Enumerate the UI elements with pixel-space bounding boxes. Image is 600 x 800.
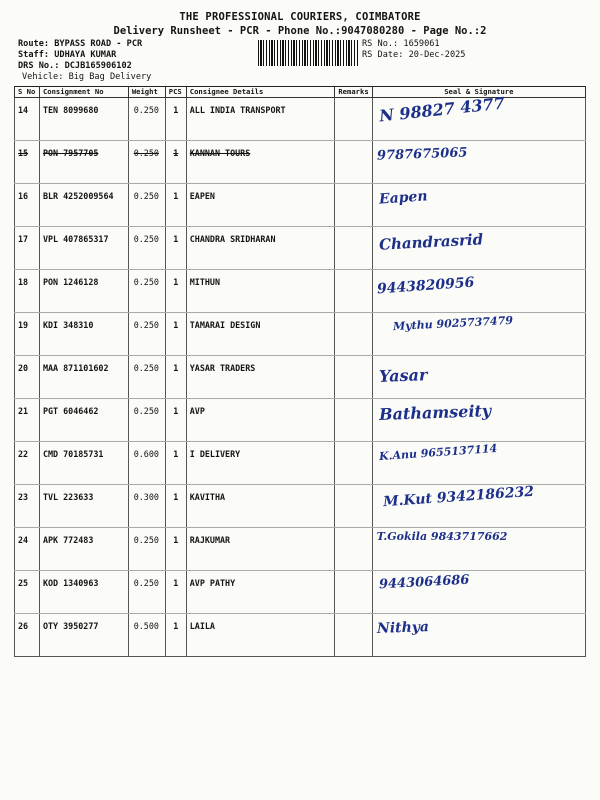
handwritten-signature: Nithya bbox=[376, 619, 429, 637]
row-signature bbox=[372, 614, 585, 657]
row-consignment-no: KOD 1340963 bbox=[39, 571, 128, 614]
table-row bbox=[15, 614, 586, 657]
table-row bbox=[15, 399, 586, 442]
row-sno: 16 bbox=[15, 184, 40, 227]
row-weight: 0.250 bbox=[128, 313, 165, 356]
col-sno: S No bbox=[15, 86, 40, 98]
row-consignee: KANNAN TOURS bbox=[186, 141, 335, 184]
handwritten-signature: 9443064686 bbox=[378, 572, 470, 593]
table-row bbox=[15, 571, 586, 614]
row-pcs: 1 bbox=[165, 614, 186, 657]
row-sno: 19 bbox=[15, 313, 40, 356]
row-signature bbox=[372, 442, 585, 485]
row-consignee: TAMARAI DESIGN bbox=[186, 313, 335, 356]
row-consignee: ALL INDIA TRANSPORT bbox=[186, 98, 335, 141]
row-signature bbox=[372, 356, 585, 399]
handwritten-signature: Eapen bbox=[378, 188, 428, 208]
row-weight: 0.500 bbox=[128, 614, 165, 657]
row-weight: 0.250 bbox=[128, 270, 165, 313]
runsheet-table bbox=[14, 86, 586, 657]
row-sno: 23 bbox=[15, 485, 40, 528]
row-consignee: YASAR TRADERS bbox=[186, 356, 335, 399]
row-sno: 18 bbox=[15, 270, 40, 313]
row-remarks bbox=[335, 141, 372, 184]
row-signature bbox=[372, 399, 585, 442]
runsheet-title: THE PROFESSIONAL COURIERS, COIMBATORE bbox=[179, 11, 421, 23]
row-sno: 14 bbox=[15, 98, 40, 141]
barcode-image bbox=[258, 40, 358, 66]
col-weight: Weight bbox=[128, 86, 165, 98]
row-consignment-no: BLR 4252009564 bbox=[39, 184, 128, 227]
row-consignee: RAJKUMAR bbox=[186, 528, 335, 571]
route-label: Route: BYPASS ROAD - PCR bbox=[18, 39, 143, 49]
row-pcs: 1 bbox=[165, 141, 186, 184]
row-consignee: I DELIVERY bbox=[186, 442, 335, 485]
row-pcs: 1 bbox=[165, 270, 186, 313]
row-consignment-no: TVL 223633 bbox=[39, 485, 128, 528]
table-row bbox=[15, 442, 586, 485]
row-weight: 0.250 bbox=[128, 98, 165, 141]
row-consignment-no: PON 7957705 bbox=[39, 141, 128, 184]
row-signature bbox=[372, 141, 585, 184]
row-pcs: 1 bbox=[165, 528, 186, 571]
runsheet-subtitle: Delivery Runsheet - PCR - Phone No.:9047080280 - Page No.:2 bbox=[113, 25, 487, 37]
row-weight: 0.250 bbox=[128, 571, 165, 614]
row-weight: 0.300 bbox=[128, 485, 165, 528]
table-row bbox=[15, 98, 586, 141]
row-remarks bbox=[335, 485, 372, 528]
row-sno: 15 bbox=[15, 141, 40, 184]
row-remarks bbox=[335, 528, 372, 571]
handwritten-signature: Chandrasrid bbox=[378, 230, 484, 254]
row-remarks bbox=[335, 98, 372, 141]
handwritten-signature: N 98827 4377 bbox=[378, 93, 506, 126]
row-weight: 0.250 bbox=[128, 356, 165, 399]
row-pcs: 1 bbox=[165, 227, 186, 270]
staff-label: Staff: UDHAYA KUMAR bbox=[18, 50, 117, 60]
row-weight: 0.250 bbox=[128, 227, 165, 270]
row-consignment-no: PON 1246128 bbox=[39, 270, 128, 313]
rs-no-label: RS No.: 1659061 bbox=[362, 39, 440, 49]
handwritten-signature: K.Anu 9655137114 bbox=[378, 441, 498, 464]
row-sno: 21 bbox=[15, 399, 40, 442]
row-consignee: EAPEN bbox=[186, 184, 335, 227]
table-row bbox=[15, 270, 586, 313]
row-signature bbox=[372, 184, 585, 227]
row-pcs: 1 bbox=[165, 313, 186, 356]
row-pcs: 1 bbox=[165, 442, 186, 485]
row-sno: 25 bbox=[15, 571, 40, 614]
handwritten-signature: T.Gokila 9843717662 bbox=[376, 530, 508, 543]
col-consignment: Consignment No bbox=[39, 86, 128, 98]
handwritten-signature: Bathamseity bbox=[378, 401, 492, 424]
drs-label: DRS No.: DCJB165906102 bbox=[18, 61, 132, 71]
row-consignment-no: KDI 348310 bbox=[39, 313, 128, 356]
row-weight: 0.250 bbox=[128, 528, 165, 571]
row-sno: 20 bbox=[15, 356, 40, 399]
row-signature bbox=[372, 313, 585, 356]
rs-date-label: RS Date: 20-Dec-2025 bbox=[362, 50, 466, 60]
row-remarks bbox=[335, 356, 372, 399]
row-signature bbox=[372, 270, 585, 313]
handwritten-signature: Yasar bbox=[378, 365, 428, 386]
row-remarks bbox=[335, 227, 372, 270]
row-signature bbox=[372, 528, 585, 571]
col-consignee: Consignee Details bbox=[186, 86, 335, 98]
row-signature bbox=[372, 93, 585, 141]
row-sno: 17 bbox=[15, 227, 40, 270]
row-sno: 24 bbox=[15, 528, 40, 571]
row-consignee: CHANDRA SRIDHARAN bbox=[186, 227, 335, 270]
row-pcs: 1 bbox=[165, 184, 186, 227]
row-consignee: MITHUN bbox=[186, 270, 335, 313]
row-consignee: AVP PATHY bbox=[186, 571, 335, 614]
handwritten-signature: 9443820956 bbox=[376, 274, 475, 298]
table-row bbox=[15, 528, 586, 571]
row-remarks bbox=[335, 399, 372, 442]
row-consignee: LAILA bbox=[186, 614, 335, 657]
row-pcs: 1 bbox=[165, 571, 186, 614]
row-pcs: 1 bbox=[165, 356, 186, 399]
table-row bbox=[15, 227, 586, 270]
row-weight: 0.250 bbox=[128, 399, 165, 442]
row-weight: 0.250 bbox=[128, 141, 165, 184]
table-row bbox=[15, 356, 586, 399]
row-consignment-no: APK 772483 bbox=[39, 528, 128, 571]
handwritten-signature: Mythu 9025737479 bbox=[392, 313, 513, 334]
table-row bbox=[15, 485, 586, 528]
row-consignment-no: TEN 8099680 bbox=[39, 98, 128, 141]
row-remarks bbox=[335, 442, 372, 485]
row-weight: 0.250 bbox=[128, 184, 165, 227]
row-pcs: 1 bbox=[165, 399, 186, 442]
row-consignee: KAVITHA bbox=[186, 485, 335, 528]
row-remarks bbox=[335, 571, 372, 614]
row-pcs: 1 bbox=[165, 98, 186, 141]
table-row bbox=[15, 141, 586, 184]
vehicle-label: Vehicle: Big Bag Delivery bbox=[22, 72, 152, 82]
row-signature bbox=[372, 227, 585, 270]
row-consignment-no: MAA 871101602 bbox=[39, 356, 128, 399]
col-pcs: PCS bbox=[165, 86, 186, 98]
table-row bbox=[15, 313, 586, 356]
row-consignment-no: VPL 407865317 bbox=[39, 227, 128, 270]
row-consignment-no: CMD 70185731 bbox=[39, 442, 128, 485]
row-remarks bbox=[335, 184, 372, 227]
row-pcs: 1 bbox=[165, 485, 186, 528]
row-remarks bbox=[335, 614, 372, 657]
row-consignment-no: OTY 3950277 bbox=[39, 614, 128, 657]
row-signature bbox=[372, 571, 585, 614]
row-consignee: AVP bbox=[186, 399, 335, 442]
handwritten-signature: 9787675065 bbox=[376, 145, 468, 164]
row-weight: 0.600 bbox=[128, 442, 165, 485]
row-remarks bbox=[335, 313, 372, 356]
row-sno: 22 bbox=[15, 442, 40, 485]
row-remarks bbox=[335, 270, 372, 313]
handwritten-signature: M.Kut 9342186232 bbox=[382, 483, 535, 511]
col-remarks: Remarks bbox=[335, 86, 372, 98]
row-consignment-no: PGT 6046462 bbox=[39, 399, 128, 442]
row-signature bbox=[372, 485, 585, 528]
table-row bbox=[15, 184, 586, 227]
col-signature: Seal & Signature bbox=[372, 86, 585, 98]
row-sno: 26 bbox=[15, 614, 40, 657]
